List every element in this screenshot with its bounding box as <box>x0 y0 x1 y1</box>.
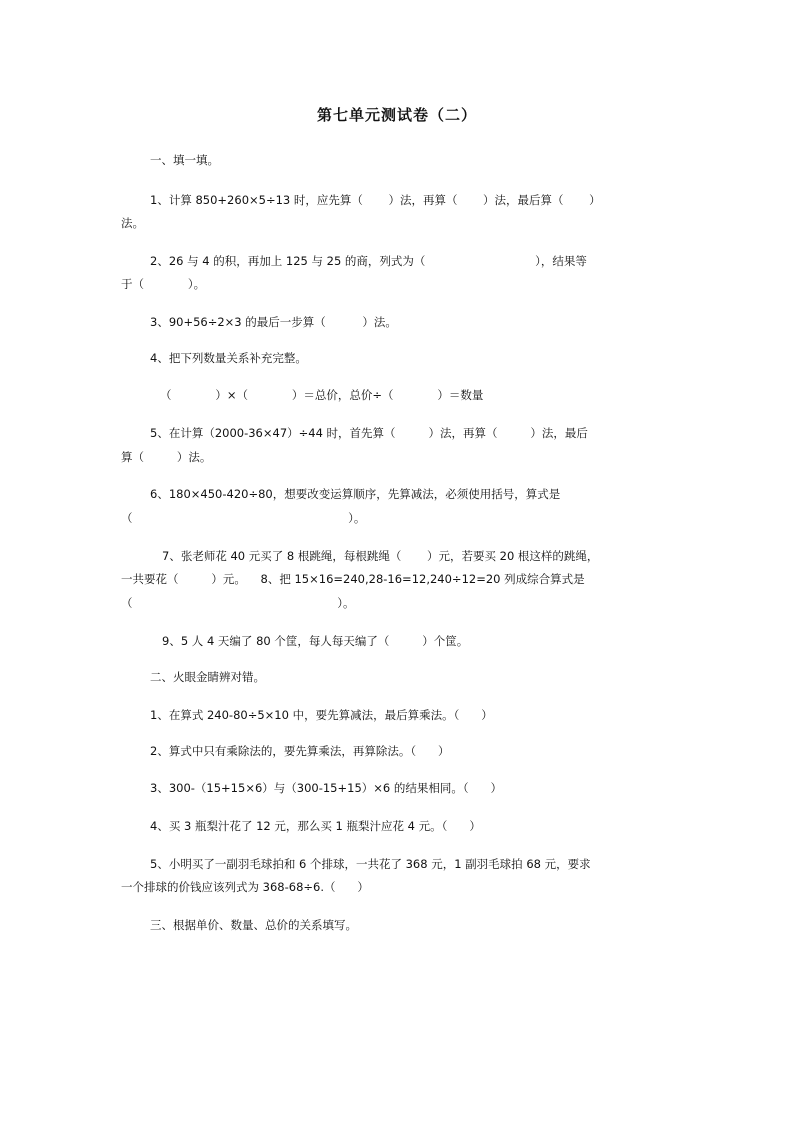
q8-line-2: （ ）。 <box>121 596 355 610</box>
judge-4: 4、买 3 瓶梨汁花了 12 元，那么买 1 瓶梨汁应花 4 元。（ ） <box>150 819 481 833</box>
q4-line: 4、把下列数量关系补充完整。 <box>150 351 307 365</box>
q1-line-1: 1、计算 850+260×5÷13 时，应先算（ ）法，再算（ ）法，最后算（ ） <box>150 193 601 207</box>
q2-line-1: 2、26 与 4 的积，再加上 125 与 25 的商，列式为（ ），结果等 <box>150 254 587 268</box>
judge-3: 3、300-（15+15×6）与（300-15+15）×6 的结果相同。（ ） <box>150 781 503 795</box>
q6-line-2: （ ）。 <box>121 511 366 525</box>
section-heading-3: 三、根据单价、数量、总价的关系填写。 <box>150 918 357 932</box>
q5-line-1: 5、在计算（2000-36×47）÷44 时，首先算（ ）法，再算（ ）法，最后 <box>150 426 588 440</box>
q9-line: 9、5 人 4 天编了 80 个筐，每人每天编了（ ）个筐。 <box>162 634 469 648</box>
q4-relation-line: （ ）×（ ）＝总价，总价÷（ ）＝数量 <box>160 388 484 402</box>
q5-line-2: 算（ ）法。 <box>121 450 212 464</box>
q7-q8-line: 一共要花（ ）元。 8、把 15×16=240,28-16=12,240÷12=20 列成综合算式是 <box>121 572 585 586</box>
q6-line-1: 6、180×450-420÷80，想要改变运算顺序，先算减法，必须使用括号，算式是 <box>150 487 561 501</box>
judge-5-line-1: 5、小明买了一副羽毛球拍和 6 个排球，一共花了 368 元，1 副羽毛球拍 68 元，要求 <box>150 857 591 871</box>
q7-line-1: 7、张老师花 40 元买了 8 根跳绳，每根跳绳（ ）元，若要买 20 根这样的跳绳， <box>162 549 599 563</box>
judge-1: 1、在算式 240-80÷5×10 中，要先算减法，最后算乘法。（ ） <box>150 708 493 722</box>
section-heading-1: 一、填一填。 <box>150 153 219 167</box>
judge-5-line-2: 一个排球的价钱应该列式为 368-68÷6.（ ） <box>121 880 369 894</box>
section-heading-2: 二、火眼金睛辨对错。 <box>150 670 265 684</box>
q3-line: 3、90+56÷2×3 的最后一步算（ ）法。 <box>150 315 397 329</box>
q2-line-2: 于（ ）。 <box>121 277 206 291</box>
page-title: 第七单元测试卷（二） <box>316 106 477 124</box>
judge-2: 2、算式中只有乘除法的，要先算乘法，再算除法。（ ） <box>150 744 450 758</box>
q1-line-2: 法。 <box>121 216 144 230</box>
